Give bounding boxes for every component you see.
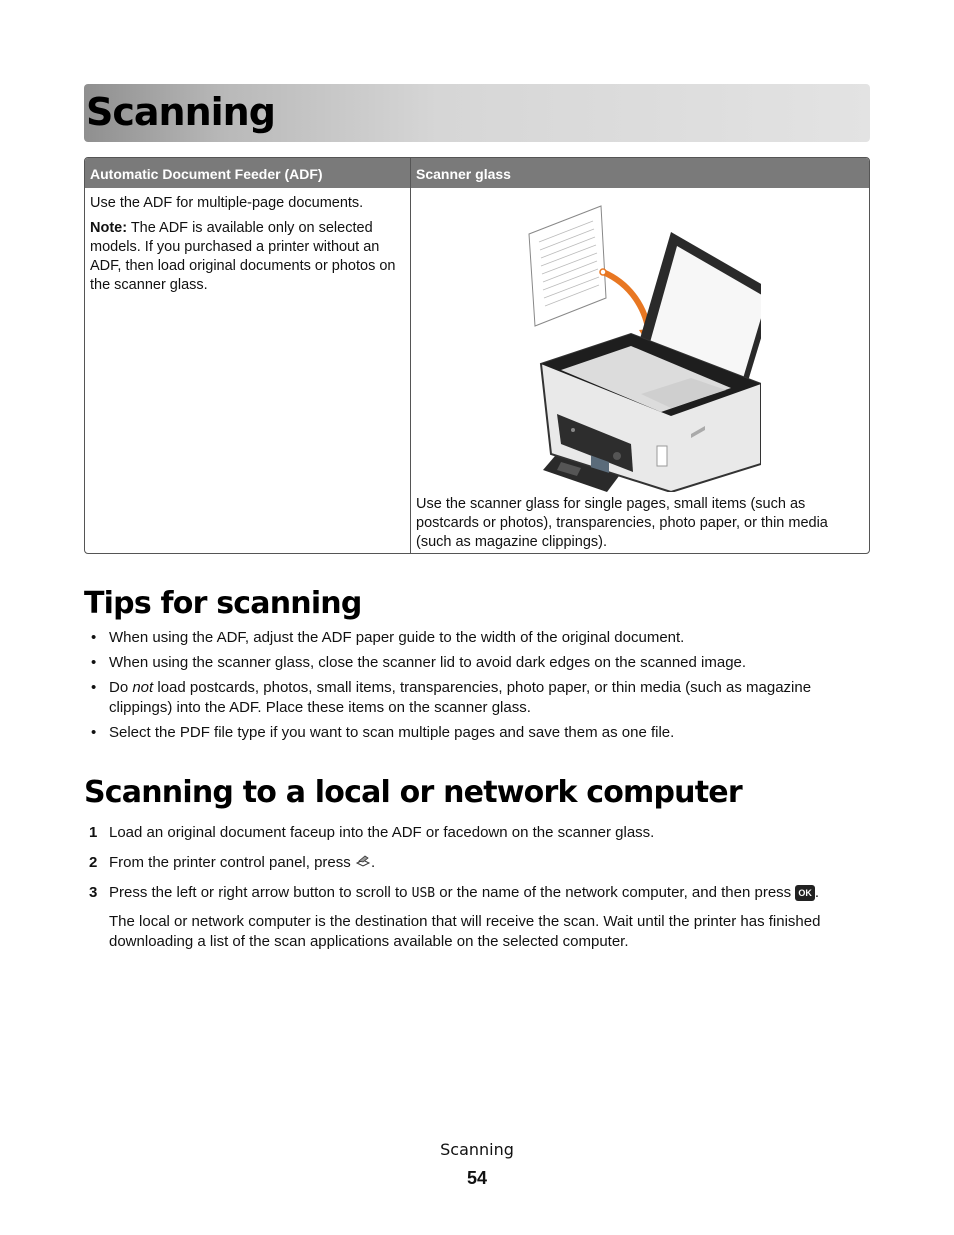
adf-note xyxy=(90,219,405,295)
step-text: From the printer control panel, press xyxy=(109,854,355,871)
tip-emphasis: not xyxy=(132,679,154,696)
adf-cell xyxy=(85,188,411,553)
list-item: • When using the scanner glass, close the scanner lid to avoid dark edges on the scanned image. xyxy=(91,654,747,671)
note-text: The ADF is available only on selected models. If you purchased a printer without an ADF, then load original documents or photos on the scanner glass. xyxy=(90,220,396,293)
usb-code: USB xyxy=(411,886,436,901)
page-number: 54 xyxy=(466,1168,488,1188)
title-banner xyxy=(84,84,870,142)
header-scanner-glass: Scanner glass xyxy=(416,166,511,182)
local-scan-heading: Scanning to a local or network computer xyxy=(84,775,742,810)
step-number: 1 xyxy=(89,824,98,841)
scan-method-table xyxy=(84,157,870,554)
step-number: 2 xyxy=(89,854,98,871)
tips-heading: Tips for scanning xyxy=(84,586,362,621)
list-item: • Do not load postcards, photos, small items, transparencies, photo paper, or thin media (such as magazine clippings) into the ADF. Place these items on the scanner glass. xyxy=(91,679,812,716)
ok-button-icon: OK xyxy=(795,885,815,901)
step-text: or the name of the network computer, and then press xyxy=(435,884,796,901)
step-note: The local or network computer is the destination that will receive the scan. Wait until the printer has finished downloading a list of the scan applications available on the selected computer. xyxy=(109,913,821,950)
scanner-glass-description: Use the scanner glass for single pages, small items (such as postcards or photos), transparencies, photo paper, or thin media (such as magazine clippings). xyxy=(416,496,828,550)
steps-list xyxy=(84,823,870,962)
list-item xyxy=(84,823,870,843)
scanner-glass-cell xyxy=(411,188,869,553)
list-item: • Select the PDF file type if you want to scan multiple pages and save them as one file. xyxy=(91,724,675,741)
note-label: Note: xyxy=(90,220,128,236)
tip-text: load postcards, photos, small items, transparencies, photo paper, or thin media (such as magazine clippings) into the ADF. Place these items on the scanner glass. xyxy=(109,679,812,716)
step-text: . xyxy=(814,884,820,901)
table-body-row xyxy=(85,188,869,553)
page-title: Scanning xyxy=(86,90,275,134)
header-adf: Automatic Document Feeder (ADF) xyxy=(85,158,411,188)
list-item xyxy=(84,883,870,952)
step-text: Press the left or right arrow button to scroll to xyxy=(109,884,412,901)
tip-text: When using the scanner glass, close the scanner lid to avoid dark edges on the scanned image. xyxy=(109,654,747,671)
tips-list xyxy=(84,628,870,748)
adf-description: Use the ADF for multiple-page documents. xyxy=(90,195,364,211)
footer-section-label: Scanning xyxy=(440,1140,514,1159)
list-item xyxy=(84,853,870,873)
tip-text: When using the ADF, adjust the ADF paper guide to the width of the original document. xyxy=(109,629,685,646)
step-number: 3 xyxy=(89,884,98,901)
step-text: . xyxy=(370,854,376,871)
list-item: • When using the ADF, adjust the ADF paper guide to the width of the original document. xyxy=(91,629,685,646)
tip-text: Select the PDF file type if you want to scan multiple pages and save them as one file. xyxy=(109,724,675,741)
step-text: Load an original document faceup into the ADF or facedown on the scanner glass. xyxy=(109,824,655,841)
tip-text: Do xyxy=(109,679,133,696)
scan-button-icon xyxy=(355,854,371,868)
printer-scanner-illustration xyxy=(521,194,761,492)
table-header-row xyxy=(85,158,869,188)
